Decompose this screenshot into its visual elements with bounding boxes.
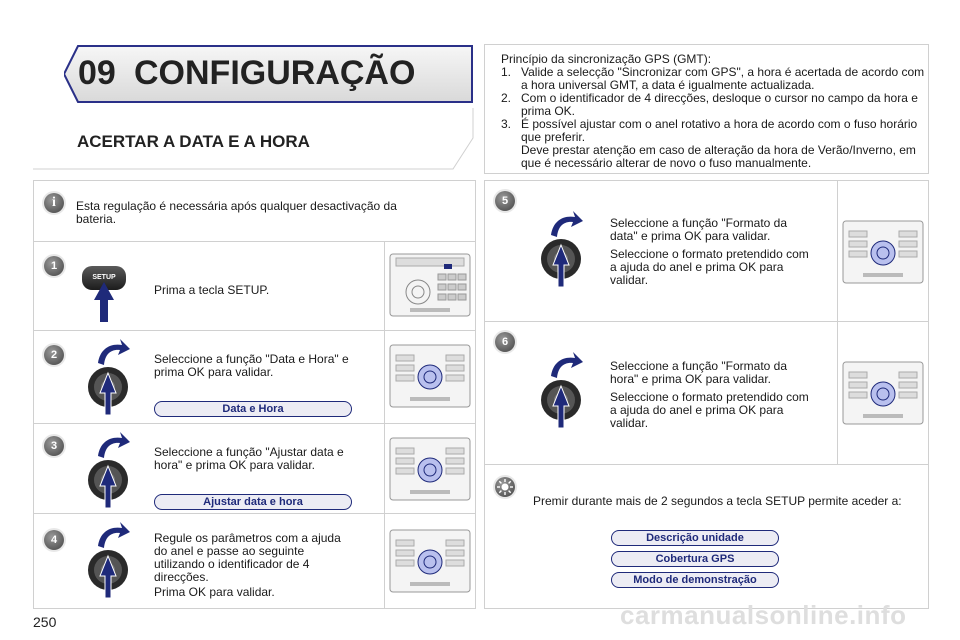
info-section [34,181,475,242]
option-descricao-unidade: Descrição unidade [611,530,779,546]
step-2-text: Seleccione a função "Data e Hora" e prima OK para validar. [154,352,349,379]
setup-key-label: SETUP [82,266,126,290]
left-panel [33,180,476,609]
list-item [501,118,925,170]
step-5-text: Seleccione a função "Formato da data" e prima OK para validar. [610,216,788,243]
press-arrow-icon [80,260,128,324]
step-5 [485,181,928,322]
list-text: Valide a selecção "Sincronizar com GPS", a hora é acertada de acordo com a hora universal GMT, a data é igualmente actualizada. [521,65,925,92]
page-number: 250 [33,614,57,630]
step-6-text-2: Seleccione o formato pretendido com a ajuda do anel e prima OK para validar. [610,390,809,430]
step-number-badge: 1 [44,256,64,276]
list-text: Com o identificador de 4 direcções, desloque o cursor no campo da hora e prima OK. [521,91,918,118]
step-number-badge: 4 [44,530,64,550]
gps-sync-list [501,66,925,170]
radio-unit-thumbnail [388,528,472,594]
tip-text: Premir durante mais de 2 segundos a tecla SETUP permite aceder a: [533,494,902,508]
step-6-text: Seleccione a função "Formato da hora" e prima OK para validar. [610,359,788,386]
sun-icon [495,477,515,497]
step-3 [34,424,475,514]
radio-unit-thumbnail [841,360,925,426]
step-number-badge: 6 [495,332,515,352]
menu-item-data-e-hora: Data e Hora [154,401,352,417]
option-modo-demonstracao: Modo de demonstração [611,572,779,588]
tip-sun-icon [495,477,515,497]
step-4 [34,514,475,608]
menu-item-ajustar-data-e-hora: Ajustar data e hora [154,494,352,510]
column-divider [384,331,385,423]
column-divider [837,181,838,321]
step-2 [34,331,475,424]
step-5-text-2: Seleccione o formato pretendido com a ajuda do anel e prima OK para validar. [610,247,809,287]
watermark: carmanualsonline.info [620,600,907,630]
rotary-knob-icon [537,209,585,289]
rotary-knob-icon [537,350,585,430]
step-number-badge: 3 [44,436,64,456]
option-cobertura-gps: Cobertura GPS [611,551,779,567]
tip-section [485,465,928,608]
radio-unit-thumbnail [388,343,472,409]
chapter-number: 09 [78,54,116,92]
step-number-badge: 2 [44,345,64,365]
list-number: 2. [501,91,512,105]
step-number-badge: 5 [495,191,515,211]
right-panel [484,180,929,609]
gps-sync-title: Princípio da sincronização GPS (GMT): [501,52,712,66]
section-title-box [33,108,474,170]
radio-unit-thumbnail [841,219,925,285]
step-6 [485,322,928,465]
step-4-text: Regule os parâmetros com a ajuda do anel e passe ao seguinte utilizando o identificador de 4 direcções. [154,531,341,584]
list-item [501,92,925,118]
step-1-text: Prima a tecla SETUP. [154,283,270,297]
column-divider [384,242,385,330]
column-divider [384,424,385,513]
setup-key-icon [80,260,128,324]
list-item [501,66,925,92]
section-title: ACERTAR A DATA E A HORA [77,132,310,151]
rotary-knob-icon [84,337,132,417]
column-divider [837,322,838,464]
rotary-knob-icon [84,520,132,600]
list-number: 1. [501,65,512,79]
list-text-2: Deve prestar atenção em caso de alteração da hora de Verão/Inverno, em que é necessário alterar de novo o fuso manualmente. [521,143,916,170]
chapter-title: CONFIGURAÇÃO [134,54,416,92]
gps-sync-panel [484,44,929,174]
chapter-header [64,44,474,104]
rotary-knob-icon [84,430,132,510]
radio-unit-thumbnail [388,436,472,502]
info-note: Esta regulação é necessária após qualquer desactivação da bateria. [76,199,397,226]
step-4-text-2: Prima OK para validar. [154,585,275,599]
step-1 [34,242,475,331]
list-number: 3. [501,117,512,131]
column-divider [384,514,385,608]
step-3-text: Seleccione a função "Ajustar data e hora" e prima OK para validar. [154,445,344,472]
radio-unit-thumbnail [388,252,472,318]
info-icon: i [44,193,64,213]
list-text: É possível ajustar com o anel rotativo a hora de acordo com o fuso horário que preferir. [521,117,918,144]
